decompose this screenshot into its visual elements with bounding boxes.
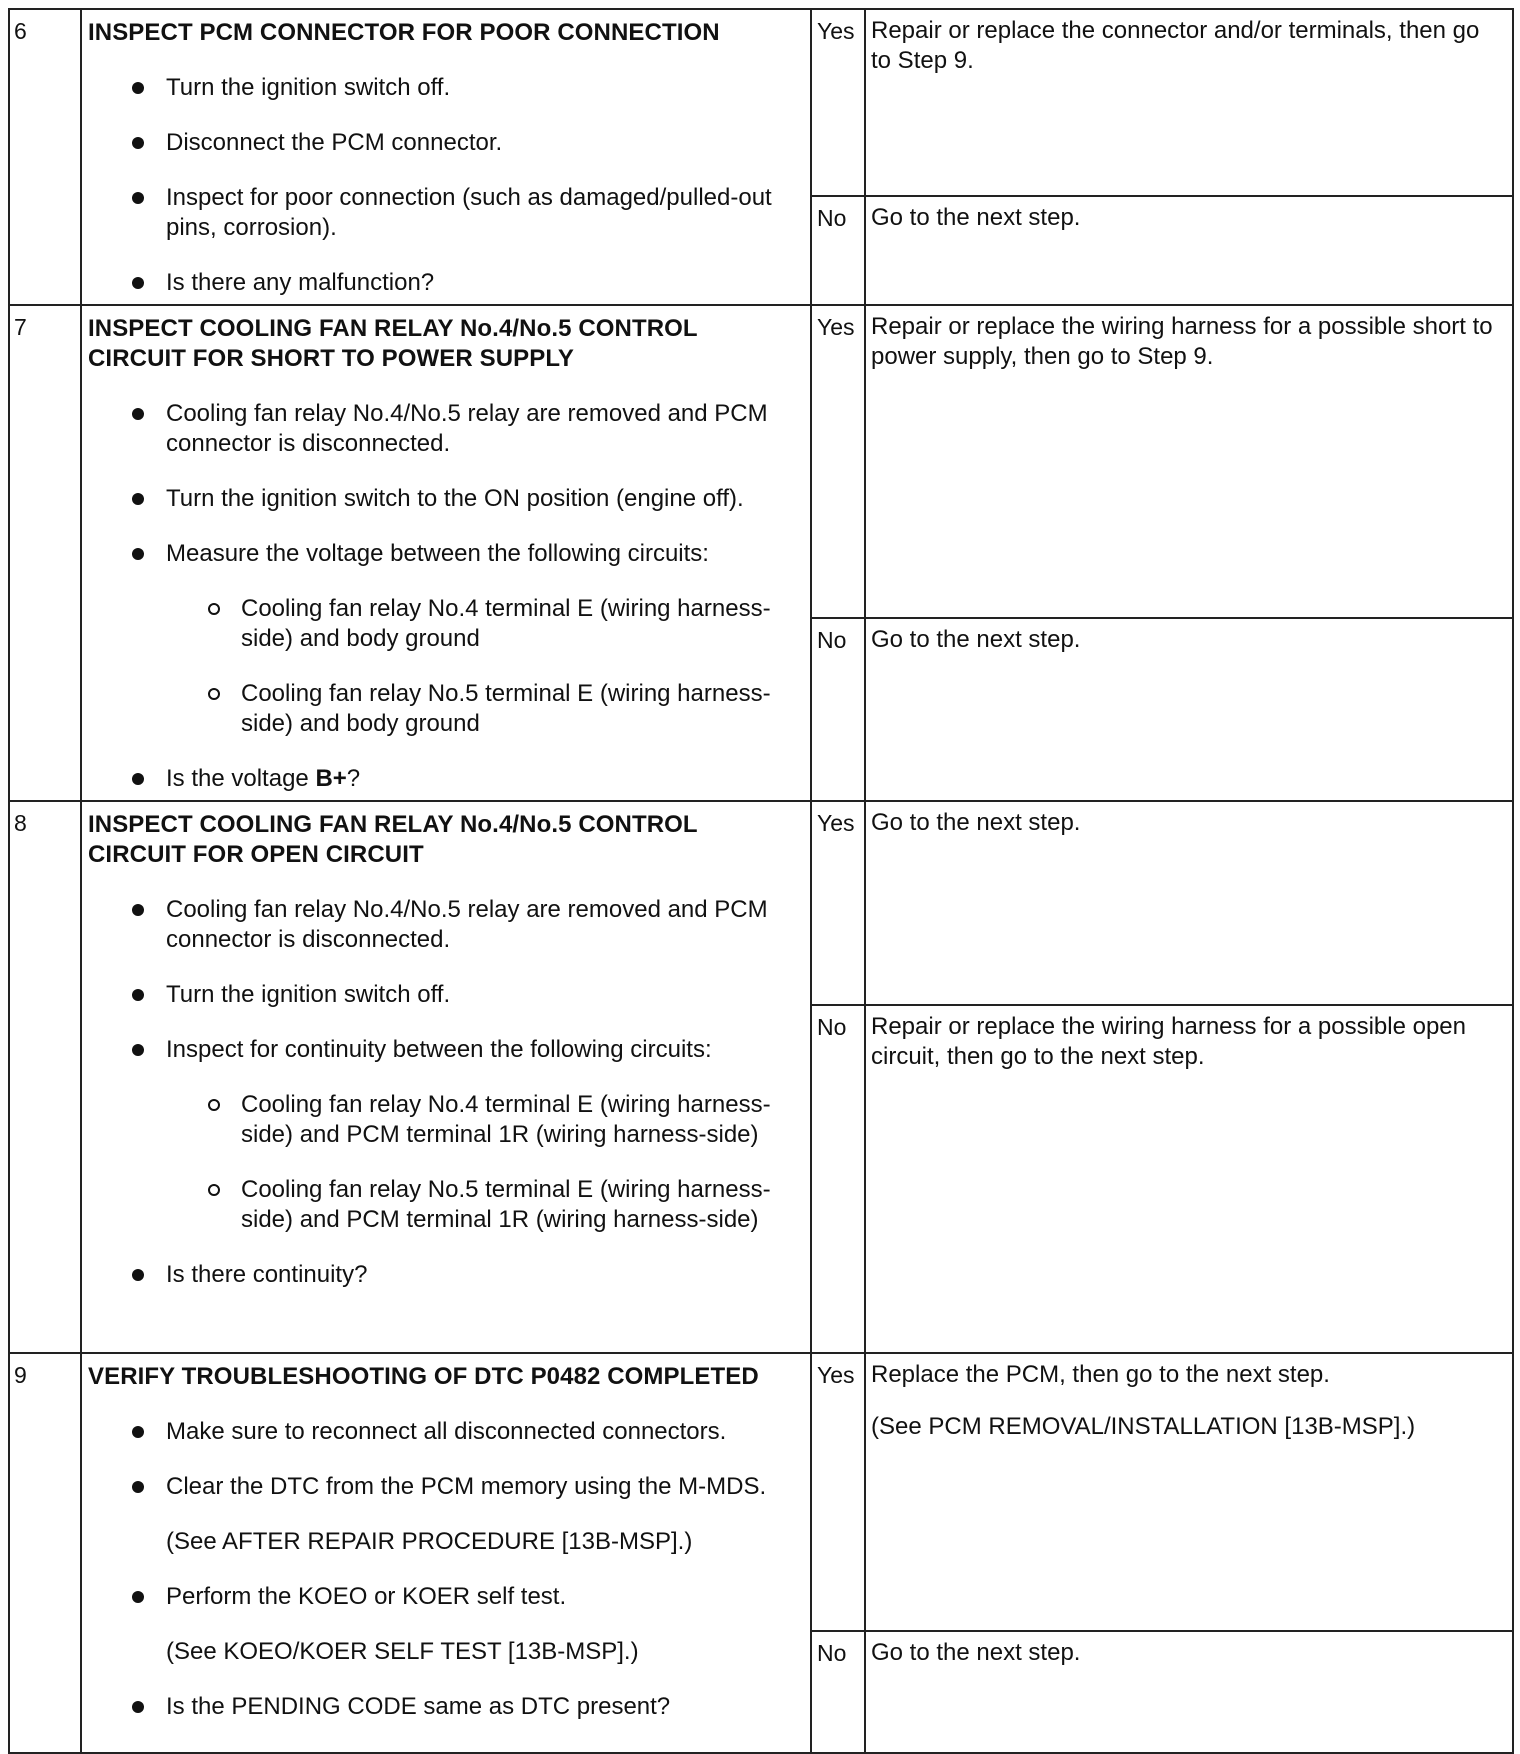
diagnostic-table [8, 8, 1514, 1754]
step-6-yes-row [9, 9, 1513, 196]
question-mark: ? [346, 765, 361, 792]
sub-bullet-item: Cooling fan relay No.5 terminal E (wiring harness-side) and body ground [88, 679, 790, 739]
step-number: 9 [9, 1353, 81, 1753]
question-item: Is there continuity? [88, 1260, 790, 1290]
voltage-value: B+ [315, 765, 347, 792]
step-8-content [81, 801, 811, 1353]
sub-bullet-item: Cooling fan relay No.4 terminal E (wiring harness-side) and PCM terminal 1R (wiring harness-side) [88, 1090, 790, 1150]
yes-action: Go to the next step. [865, 801, 1513, 1005]
no-action: Go to the next step. [865, 618, 1513, 801]
troubleshooting-sheet [8, 8, 1514, 1740]
question-text: Is the voltage [166, 765, 316, 792]
question-item: Is the PENDING CODE same as DTC present? [88, 1692, 790, 1722]
bullet-item: Cooling fan relay No.4/No.5 relay are removed and PCM connector is disconnected. [88, 895, 790, 955]
bullet-item: Inspect for continuity between the following circuits: [88, 1035, 790, 1065]
yes-label: Yes [811, 305, 865, 618]
step-title: INSPECT PCM CONNECTOR FOR POOR CONNECTION [88, 19, 720, 46]
step-title: INSPECT COOLING FAN RELAY No.4/No.5 CONTROL CIRCUIT FOR OPEN CIRCUIT [88, 811, 698, 868]
bullet-item: Turn the ignition switch off. [88, 980, 790, 1010]
bullet-item: Inspect for poor connection (such as damaged/pulled-out pins, corrosion). [88, 183, 790, 243]
bullet-item: Turn the ignition switch off. [88, 73, 790, 103]
step-title: INSPECT COOLING FAN RELAY No.4/No.5 CONTROL CIRCUIT FOR SHORT TO POWER SUPPLY [88, 315, 698, 372]
no-action: Repair or replace the wiring harness for a possible open circuit, then go to the next step. [865, 1005, 1513, 1353]
reference-note: (See KOEO/KOER SELF TEST [13B-MSP].) [166, 1638, 639, 1665]
bullet-item: Turn the ignition switch to the ON position (engine off). [88, 484, 790, 514]
reference-note: (See AFTER REPAIR PROCEDURE [13B-MSP].) [166, 1528, 693, 1555]
no-label: No [811, 196, 865, 305]
no-label: No [811, 1005, 865, 1353]
step-9-content [81, 1353, 811, 1753]
step-7-yes-row [9, 305, 1513, 618]
no-label: No [811, 1631, 865, 1753]
step-6-content [81, 9, 811, 305]
no-action: Go to the next step. [865, 196, 1513, 305]
question-item [88, 764, 790, 794]
step-7-content [81, 305, 811, 801]
no-action: Go to the next step. [865, 1631, 1513, 1753]
step-number: 8 [9, 801, 81, 1353]
bullet-item: Perform the KOEO or KOER self test. [88, 1582, 790, 1612]
step-title: VERIFY TROUBLESHOOTING OF DTC P0482 COMPLETED [88, 1363, 759, 1390]
step-8-yes-row [9, 801, 1513, 1005]
yes-label: Yes [811, 9, 865, 196]
yes-action: Replace the PCM, then go to the next step. [871, 1361, 1330, 1388]
step-number: 7 [9, 305, 81, 801]
reference-note: (See PCM REMOVAL/INSTALLATION [13B-MSP].) [871, 1413, 1416, 1440]
step-number: 6 [9, 9, 81, 305]
step-9-yes-row [9, 1353, 1513, 1631]
yes-action: Repair or replace the wiring harness for a possible short to power supply, then go to Step 9. [865, 305, 1513, 618]
no-label: No [811, 618, 865, 801]
bullet-item: Measure the voltage between the following circuits: [88, 539, 790, 569]
bullet-item: Clear the DTC from the PCM memory using the M-MDS. [88, 1472, 790, 1502]
bullet-item: Cooling fan relay No.4/No.5 relay are removed and PCM connector is disconnected. [88, 399, 790, 459]
sub-bullet-item: Cooling fan relay No.4 terminal E (wiring harness-side) and body ground [88, 594, 790, 654]
yes-action: Repair or replace the connector and/or terminals, then go to Step 9. [865, 9, 1513, 196]
sub-bullet-item: Cooling fan relay No.5 terminal E (wiring harness-side) and PCM terminal 1R (wiring harness-side) [88, 1175, 790, 1235]
yes-label: Yes [811, 1353, 865, 1631]
yes-action-cell [865, 1353, 1513, 1631]
yes-label: Yes [811, 801, 865, 1005]
question-item: Is there any malfunction? [88, 268, 790, 298]
bullet-item: Disconnect the PCM connector. [88, 128, 790, 158]
bullet-item: Make sure to reconnect all disconnected connectors. [88, 1417, 790, 1447]
